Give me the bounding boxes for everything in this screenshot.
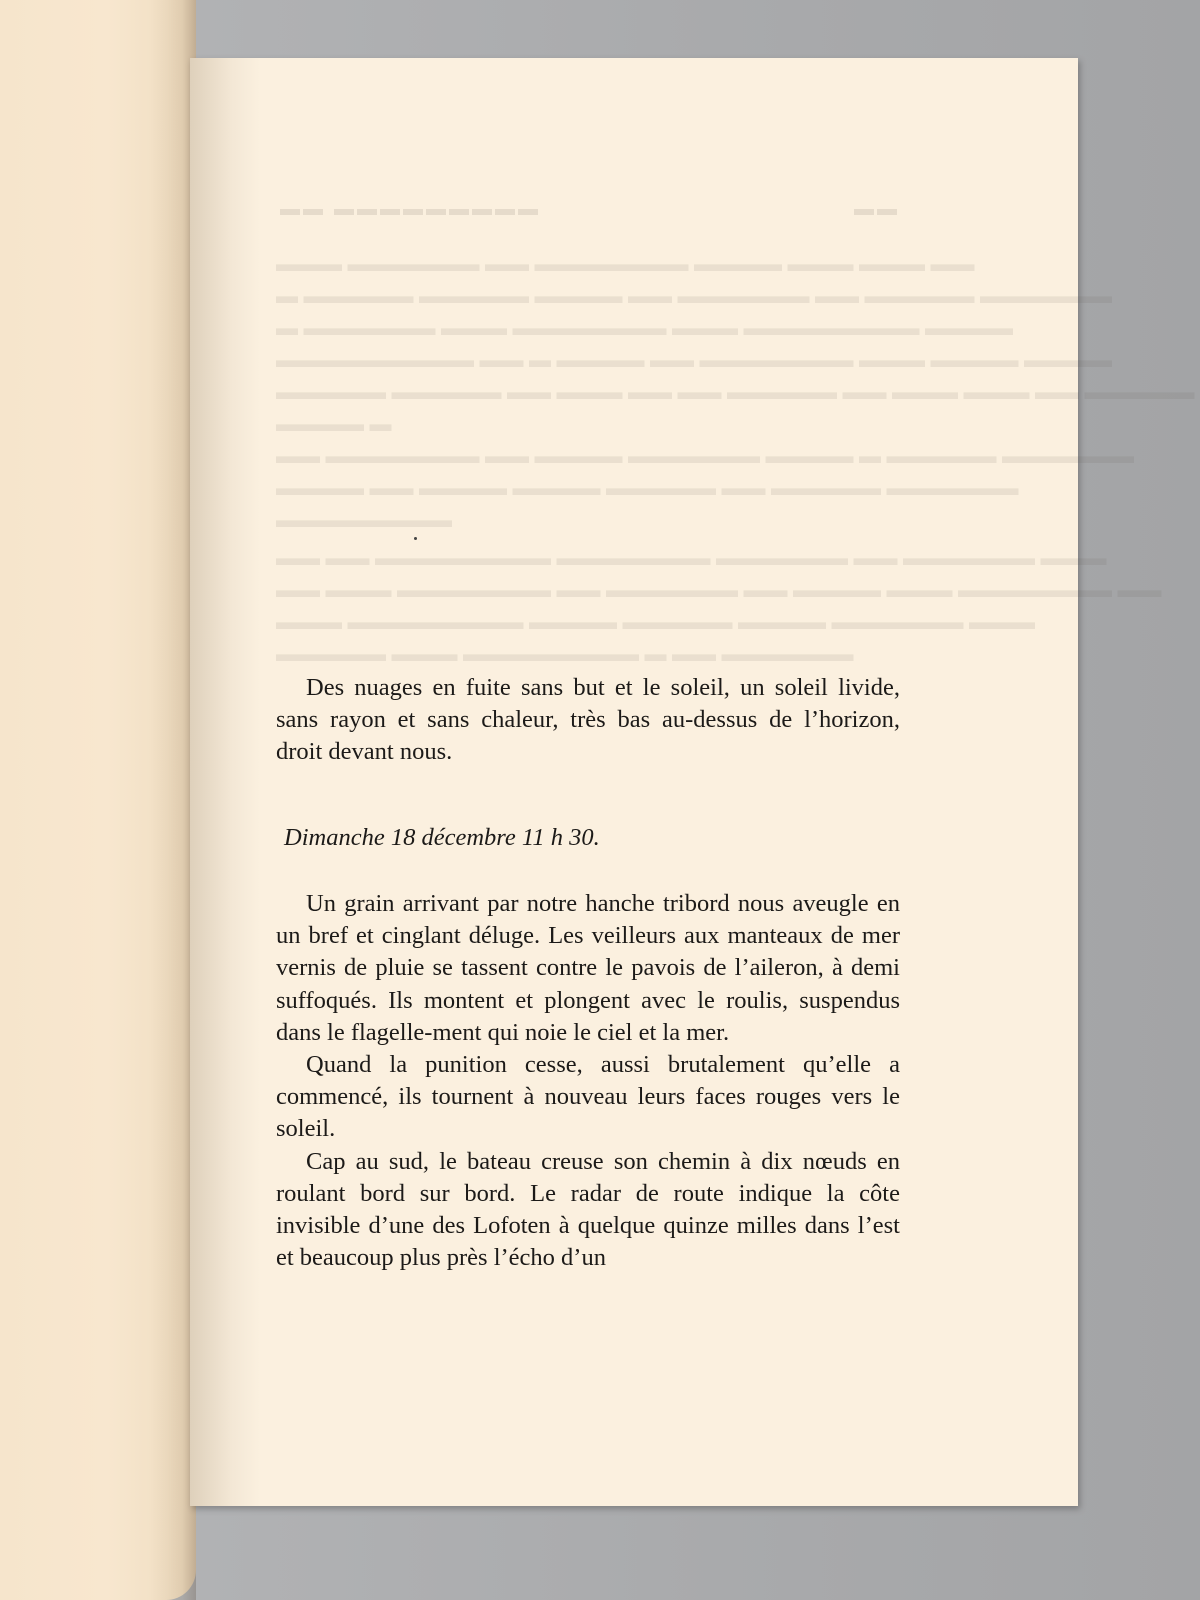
paragraph-squall: Un grain arrivant par notre hanche tribord nous aveugle en un bref et cinglant déluge. Les veilleurs aux manteaux de mer vernis de pluie se tassent contre le pavois de l’aileron, à demi suffoqués. Ils montent et plongent avec le roulis, suspendus dans le flagelle-ment qui noie le ciel et la mer. bbox=[276, 890, 900, 1046]
stray-dot bbox=[414, 537, 417, 540]
show-through-text-lower: ▬▬ ▬▬ ▬▬▬▬▬▬▬▬ ▬▬▬▬▬▬▬ ▬▬▬▬▬▬ ▬▬ ▬▬▬▬▬▬ ▬▬▬ ▬▬ ▬▬▬ ▬▬▬▬▬▬▬ ▬▬ ▬▬▬▬▬▬ ▬▬ ▬▬▬▬ ▬▬▬ ▬▬▬▬▬▬▬ ▬▬ ▬▬▬ ▬▬▬▬▬▬▬▬ ▬▬▬▬ ▬▬▬▬▬ ▬▬▬▬ ▬▬▬▬▬▬ ▬▬▬ ▬▬▬▬▬ ▬▬▬ ▬▬▬▬▬▬▬▬ ▬ ▬▬ ▬▬▬▬▬▬ bbox=[276, 545, 1162, 666]
gutter-shadow bbox=[190, 58, 260, 1506]
show-through-header: ▬▬ ▬▬▬▬▬▬▬▬▬ ▬▬ bbox=[280, 198, 900, 220]
paragraph-text: Des nuages en fuite sans but et le soleil, un soleil livide, sans rayon et sans chaleur, très bas au-dessus de l’horizon, droit devant nous. bbox=[276, 674, 900, 766]
paragraph-punition: Quand la punition cesse, aussi brutalement qu’elle a commencé, ils tournent à nouveau leurs faces rouges vers le soleil. bbox=[276, 1051, 900, 1143]
left-page bbox=[0, 0, 196, 1600]
body-text bbox=[276, 888, 900, 1274]
date-heading: Dimanche 18 décembre 11 h 30. bbox=[284, 824, 600, 851]
paragraph-course: Cap au sud, le bateau creuse son chemin à dix nœuds en roulant bord sur bord. Le radar de route indique la côte invisible d’une des Lofoten à quelque quinze milles dans l’est et beaucoup plus près l’écho d’un bbox=[276, 1147, 900, 1272]
show-through-text: ▬▬▬ ▬▬▬▬▬▬ ▬▬ ▬▬▬▬▬▬▬ ▬▬▬▬ ▬▬▬ ▬▬▬ ▬▬ ▬ ▬▬▬▬▬ ▬▬▬▬▬ ▬▬▬▬ ▬▬ ▬▬▬▬▬▬ ▬▬ ▬▬▬▬▬ ▬▬▬▬▬▬ ▬ ▬▬▬▬▬▬ ▬▬▬ ▬▬▬▬▬▬▬ ▬▬▬ ▬▬▬▬▬▬▬▬ ▬▬▬▬ ▬▬▬▬▬▬▬▬▬ ▬▬ ▬ ▬▬▬▬ ▬▬ ▬▬▬▬▬▬▬ ▬▬▬ ▬▬▬▬ ▬▬▬▬ ▬▬▬▬▬ ▬▬▬▬▬ ▬▬ ▬▬▬ ▬▬ ▬▬ ▬▬▬▬▬ ▬▬ ▬▬▬ ▬▬▬ ▬▬ ▬▬▬▬▬ ▬▬▬▬ ▬ ▬▬ ▬▬▬▬▬▬▬ ▬▬ ▬▬▬▬ ▬▬▬▬▬▬ ▬▬▬▬ ▬ ▬▬▬▬▬ ▬▬▬▬▬▬ ▬▬▬▬ ▬▬ ▬▬▬▬ ▬▬▬▬ ▬▬▬▬▬ ▬▬ ▬▬▬▬▬ ▬▬▬▬▬▬ ▬▬▬▬▬▬▬▬ bbox=[276, 251, 1195, 532]
book-page bbox=[190, 58, 1195, 1506]
paragraph-clouds bbox=[276, 672, 900, 769]
